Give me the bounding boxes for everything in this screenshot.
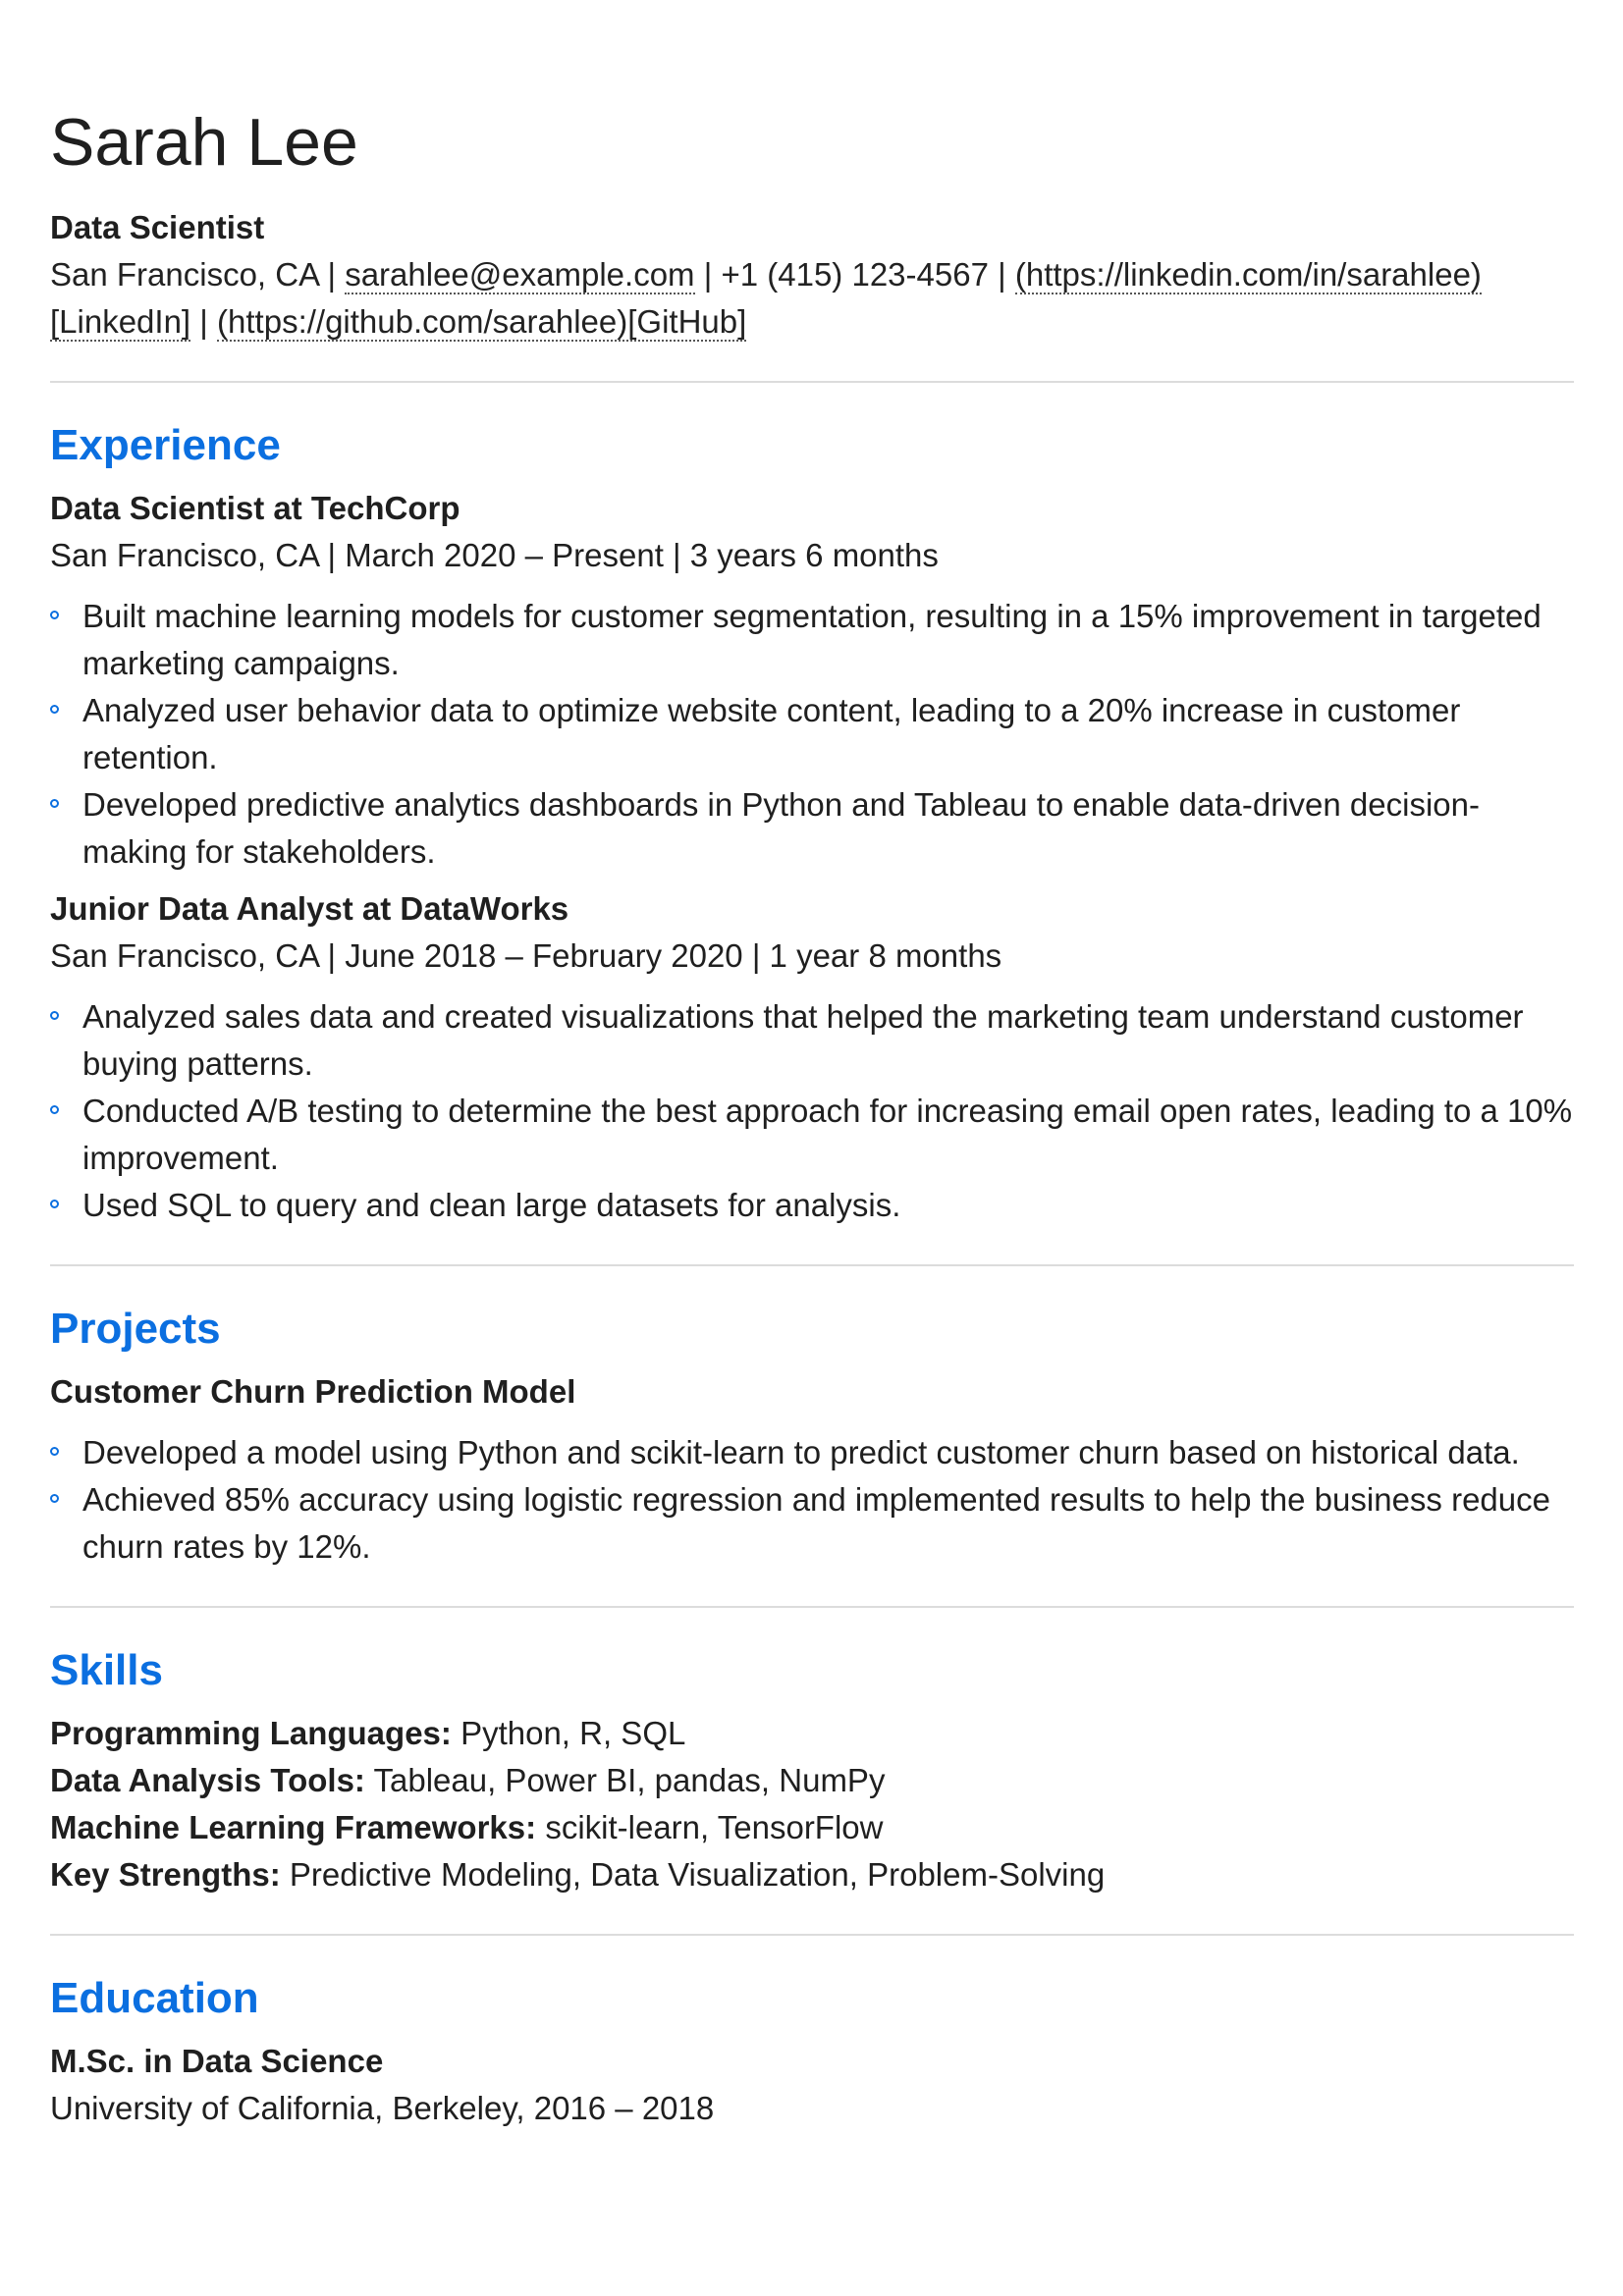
project-entry bbox=[50, 1368, 1574, 1571]
section-divider bbox=[50, 381, 1574, 383]
contact-separator: | bbox=[998, 256, 1006, 293]
projects-heading: Projects bbox=[50, 1305, 221, 1353]
education-section bbox=[50, 1969, 1574, 2132]
bullet-circle-icon bbox=[50, 611, 59, 619]
projects-section bbox=[50, 1300, 1574, 1571]
job-title: Data Scientist at TechCorp bbox=[50, 490, 460, 526]
skill-label: Data Analysis Tools: bbox=[50, 1762, 365, 1798]
skills-heading: Skills bbox=[50, 1646, 163, 1694]
skill-row bbox=[50, 1851, 1574, 1898]
section-divider bbox=[50, 1264, 1574, 1266]
bullet-circle-icon bbox=[50, 1200, 59, 1208]
contact-phone: +1 (415) 123-4567 bbox=[721, 256, 989, 293]
bullet-text: Analyzed sales data and created visualizations that helped the marketing team understand customer buying patterns. bbox=[82, 998, 1524, 1082]
job-bullets bbox=[50, 993, 1574, 1229]
skill-label: Key Strengths: bbox=[50, 1856, 281, 1893]
experience-section bbox=[50, 416, 1574, 1229]
bullet-circle-icon bbox=[50, 1494, 59, 1503]
bullet-item bbox=[50, 781, 1574, 876]
bullet-circle-icon bbox=[50, 705, 59, 714]
education-heading: Education bbox=[50, 1974, 259, 2022]
contact-separator: | bbox=[199, 303, 208, 340]
bullet-text: Conducted A/B testing to determine the best approach for increasing email open rates, leading to a 10% improvement. bbox=[82, 1093, 1573, 1176]
candidate-headline: Data Scientist bbox=[50, 209, 265, 245]
experience-entry bbox=[50, 885, 1574, 1229]
contact-separator: | bbox=[703, 256, 713, 293]
skill-label: Machine Learning Frameworks: bbox=[50, 1809, 537, 1845]
email-link[interactable]: sarahlee@example.com bbox=[345, 256, 695, 293]
education-school: University of California, Berkeley, 2016 – 2018 bbox=[50, 2090, 715, 2126]
skill-row bbox=[50, 1710, 1574, 1757]
bullet-item bbox=[50, 687, 1574, 781]
bullet-item bbox=[50, 1476, 1574, 1571]
job-bullets bbox=[50, 593, 1574, 876]
bullet-item bbox=[50, 1088, 1574, 1182]
candidate-name: Sarah Lee bbox=[50, 105, 358, 180]
section-divider bbox=[50, 1934, 1574, 1936]
experience-heading: Experience bbox=[50, 421, 281, 469]
skill-row bbox=[50, 1804, 1574, 1851]
bullet-item bbox=[50, 593, 1574, 687]
bullet-item bbox=[50, 1429, 1574, 1476]
linkedin-link[interactable]: (https://linkedin.com/in/sarahlee)[LinkedIn] bbox=[50, 256, 1482, 340]
bullet-circle-icon bbox=[50, 1447, 59, 1456]
project-title: Customer Churn Prediction Model bbox=[50, 1373, 576, 1410]
bullet-text: Used SQL to query and clean large datasets for analysis. bbox=[82, 1187, 901, 1223]
job-meta: San Francisco, CA | June 2018 – February 2020 | 1 year 8 months bbox=[50, 937, 1002, 974]
bullet-item bbox=[50, 1182, 1574, 1229]
skill-value: Predictive Modeling, Data Visualization, Problem-Solving bbox=[289, 1856, 1106, 1893]
contact-separator: | bbox=[327, 256, 337, 293]
skill-row bbox=[50, 1757, 1574, 1804]
bullet-text: Achieved 85% accuracy using logistic regression and implemented results to help the business reduce churn rates by 12%. bbox=[82, 1481, 1550, 1565]
github-link[interactable]: (https://github.com/sarahlee)[GitHub] bbox=[217, 303, 747, 340]
resume-header bbox=[50, 98, 1574, 346]
bullet-text: Developed a model using Python and scikit-learn to predict customer churn based on historical data. bbox=[82, 1434, 1520, 1470]
experience-entry bbox=[50, 485, 1574, 876]
bullet-circle-icon bbox=[50, 799, 59, 808]
bullet-text: Developed predictive analytics dashboards in Python and Tableau to enable data-driven decision-making for stakeholders. bbox=[82, 786, 1480, 870]
bullet-circle-icon bbox=[50, 1011, 59, 1020]
bullet-item bbox=[50, 993, 1574, 1088]
bullet-circle-icon bbox=[50, 1105, 59, 1114]
job-title: Junior Data Analyst at DataWorks bbox=[50, 890, 569, 927]
education-degree: M.Sc. in Data Science bbox=[50, 2043, 384, 2079]
section-divider bbox=[50, 1606, 1574, 1608]
bullet-text: Built machine learning models for customer segmentation, resulting in a 15% improvement in targeted marketing campaigns. bbox=[82, 598, 1542, 681]
skill-value: Tableau, Power BI, pandas, NumPy bbox=[373, 1762, 886, 1798]
skill-label: Programming Languages: bbox=[50, 1715, 452, 1751]
job-meta: San Francisco, CA | March 2020 – Present | 3 years 6 months bbox=[50, 537, 939, 573]
skill-value: scikit-learn, TensorFlow bbox=[545, 1809, 884, 1845]
contact-location: San Francisco, CA bbox=[50, 256, 319, 293]
bullet-text: Analyzed user behavior data to optimize website content, leading to a 20% increase in customer retention. bbox=[82, 692, 1461, 775]
skills-section bbox=[50, 1641, 1574, 1898]
contact-line bbox=[50, 251, 1574, 346]
skill-value: Python, R, SQL bbox=[460, 1715, 686, 1751]
project-bullets bbox=[50, 1429, 1574, 1571]
